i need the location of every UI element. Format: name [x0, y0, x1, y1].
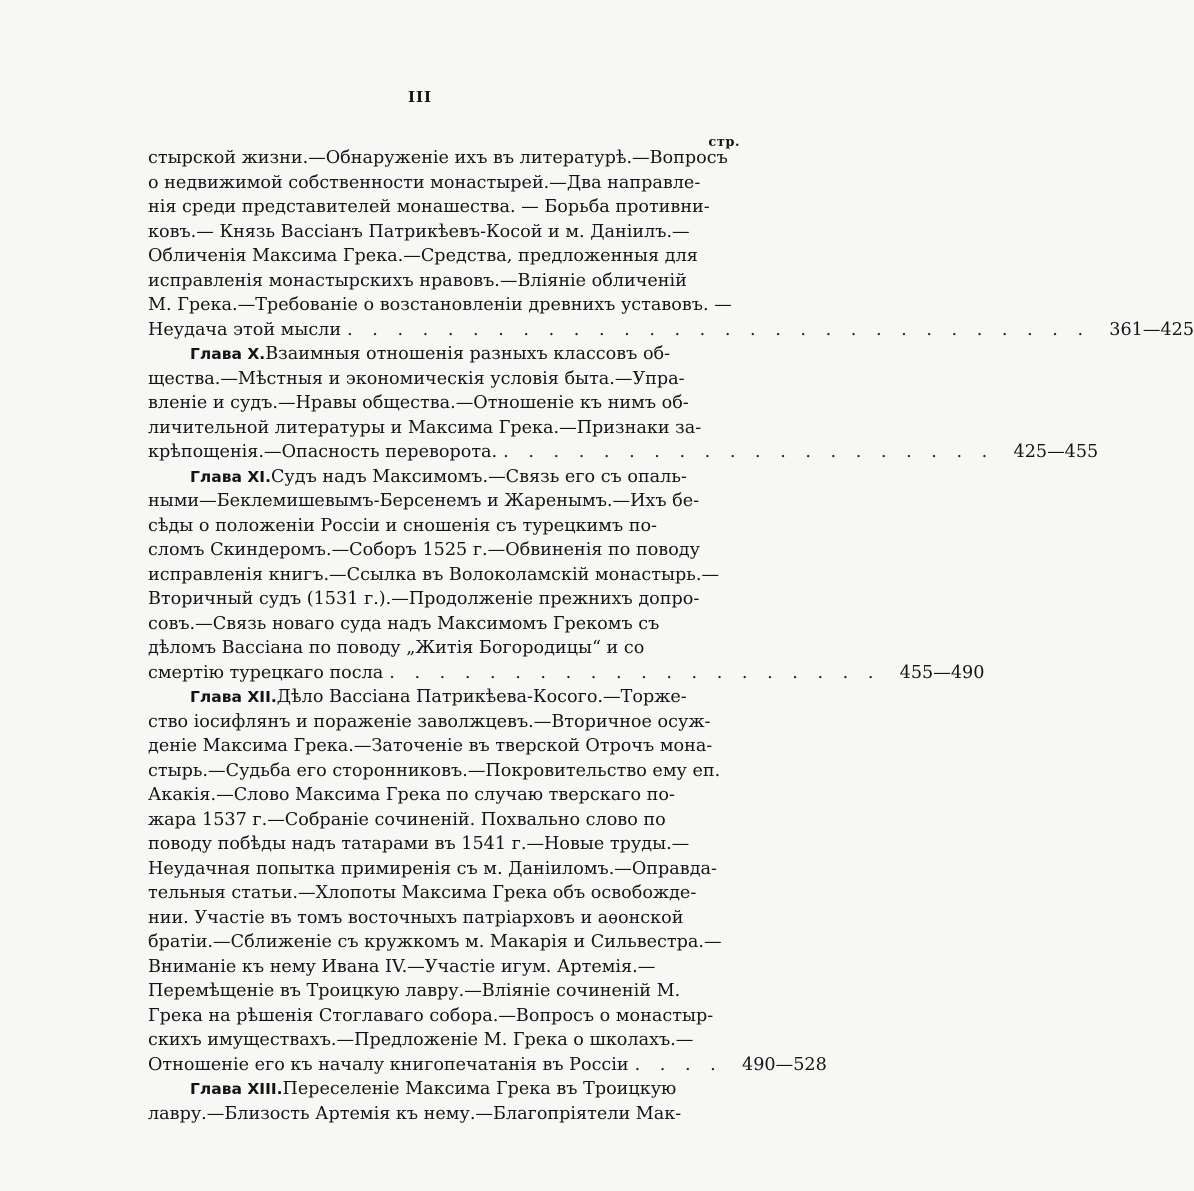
toc-line: сѣды о положеніи Россіи и сношенія съ турецкимъ по-: [148, 515, 657, 536]
chapter-title: Глава XII.: [190, 688, 277, 706]
page-number: III: [407, 88, 433, 106]
chapter-title: Глава X.: [190, 345, 266, 363]
table-of-contents: [148, 146, 1194, 1126]
chapter-title: Глава XI.: [190, 467, 271, 486]
chapter-heading-line: Глава XII. Дѣло Вассіана Патрикѣева-Косого.—Торже-: [148, 685, 740, 710]
leader-dots: . . . . . . . . . . . . . . . . . . . .: [503, 442, 995, 462]
toc-line: ными—Беклемишевымъ-Берсенемъ и Жаренымъ.—Ихъ бе-: [148, 491, 700, 511]
toc-line: о недвижимой собственности монастырей.—Два направле-: [148, 172, 701, 193]
toc-entry-last-line: Неудача этой мысли . . . . . . . . . . . . . . . . . . . . . . . . . . . . . . 361—425: [148, 318, 740, 343]
toc-line: Неудачная попытка примиренія съ м. Даніиломъ.—Оправда-: [148, 858, 717, 879]
toc-line: вленіе и судъ.—Нравы общества.—Отношеніе къ нимъ об-: [148, 393, 689, 413]
page-range: 361—425: [1109, 319, 1194, 340]
toc-line: ковъ.— Князь Вассіанъ Патрикѣевъ-Косой и м. Даніилъ.—: [148, 221, 690, 242]
toc-line: сломъ Скиндеромъ.—Соборъ 1525 г.—Обвиненія по поводу: [148, 540, 700, 560]
toc-line: нія среди представителей монашества. — Борьба противни-: [148, 197, 710, 217]
toc-line: Акакія.—Слово Максима Грека по случаю тверскаго по-: [148, 785, 675, 805]
leader-dots: . . . . . . . . . . . . . . . . . . . . . . . . . . . . . .: [347, 319, 1091, 340]
toc-line: поводу побѣды надъ татарами въ 1541 г.—Новые труды.—: [148, 834, 690, 854]
toc-line: Перемѣщеніе въ Троицкую лавру.—Вліяніе сочиненій М.: [148, 981, 681, 1001]
toc-entry-last-line: Отношеніе его къ началу книгопечатанія въ Россіи . . . . 490—528: [148, 1053, 740, 1078]
chapter-heading-line: Глава XIII. Переселеніе Максима Грека въ Троицкую: [148, 1077, 740, 1102]
toc-line: исправленія книгъ.—Ссылка въ Волоколамскій монастырь.—: [148, 564, 720, 585]
toc-line: тельныя статьи.—Хлопоты Максима Грека объ освобожде-: [148, 883, 697, 903]
toc-line: щества.—Мѣстныя и экономическія условія быта.—Упра-: [148, 368, 685, 389]
toc-line: Вниманіе къ нему Ивана IV.—Участіе игум. Артемія.—: [148, 956, 656, 977]
toc-line: Грека на рѣшенія Стоглаваго собора.—Вопросъ о монастыр-: [148, 1005, 714, 1026]
chapter-heading-line: Глава XI. Судъ надъ Максимомъ.—Связь его съ опаль-: [148, 465, 740, 490]
toc-line: исправленія монастырскихъ нравовъ.—Вліяніе обличеній: [148, 270, 687, 291]
leader-dots: . . . . . . . . . . . . . . . . . . . .: [389, 662, 881, 683]
toc-line: М. Грека.—Требованіе о возстановленіи древнихъ уставовъ. —: [148, 295, 732, 315]
toc-line: деніе Максима Грека.—Заточеніе въ тверской Отрочъ мона-: [148, 736, 713, 756]
toc-line: стырской жизни.—Обнаруженіе ихъ въ литературѣ.—Вопросъ: [148, 148, 728, 168]
page-range: 490—528: [742, 1054, 827, 1075]
toc-line: личительной литературы и Максима Грека.—Признаки за-: [148, 417, 702, 438]
toc-line: дѣломъ Вассіана по поводу „Житія Богородицы“ и со: [148, 638, 645, 658]
pages-column-label: стр.: [708, 135, 740, 150]
toc-line: жара 1537 г.—Собраніе сочиненій. Похвально слово по: [148, 809, 666, 830]
page-range: 425—455: [1013, 442, 1099, 462]
page-range: 455—490: [899, 662, 985, 683]
toc-entry-last-line: смертію турецкаго посла . . . . . . . . . . . . . . . . . . . . 455—490: [148, 661, 740, 686]
chapter-title: Глава XIII.: [190, 1080, 283, 1098]
toc-line: совъ.—Связь новаго суда надъ Максимомъ Грекомъ съ: [148, 613, 660, 634]
toc-line: лавру.—Близость Артемія къ нему.—Благопріятели Мак-: [148, 1103, 682, 1124]
toc-line: нии. Участіе въ томъ восточныхъ патріарховъ и аѳонской: [148, 907, 684, 928]
toc-entry-last-line: крѣпощенія.—Опасность переворота. . . . . . . . . . . . . . . . . . . . . 425—455: [148, 440, 740, 465]
toc-line: Обличенія Максима Грека.—Средства, предложенныя для: [148, 246, 698, 266]
chapter-heading-line: Глава X. Взаимныя отношенія разныхъ классовъ об-: [148, 342, 740, 367]
toc-line: братіи.—Сближеніе съ кружкомъ м. Макарія и Сильвестра.—: [148, 932, 722, 952]
toc-line: скихъ имуществахъ.—Предложеніе М. Грека о школахъ.—: [148, 1030, 694, 1050]
leader-dots: . . . .: [634, 1054, 723, 1075]
toc-line: Вторичный судъ (1531 г.).—Продолженіе прежнихъ допро-: [148, 589, 700, 609]
toc-line: стырь.—Судьба его сторонниковъ.—Покровительство ему еп.: [148, 760, 721, 781]
toc-line: ство іосифлянъ и пораженіе заволжцевъ.—Вторичное осуж-: [148, 711, 711, 732]
